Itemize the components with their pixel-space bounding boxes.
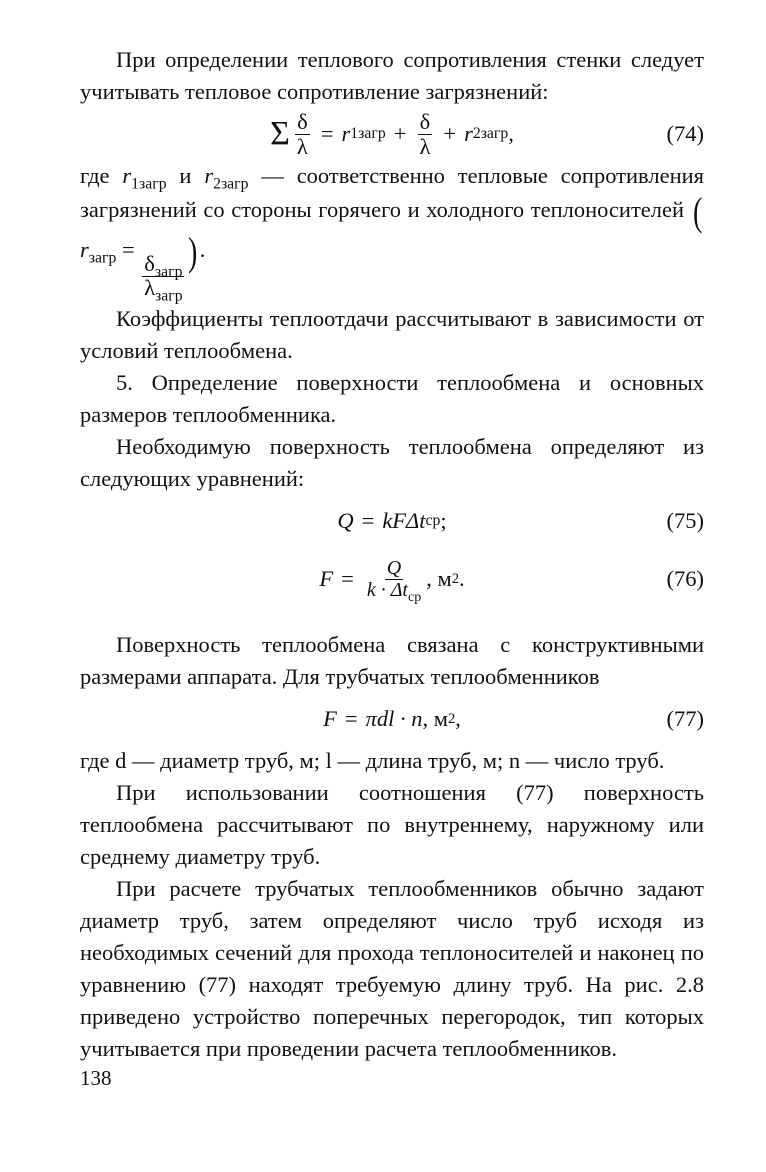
equation-74: Σ $\frac{\delta}{\lambda}$ = r 1загр + $\frac{\delta}{\lambda}$ + r 2загр , (74) xyxy=(270,108,704,159)
paragraph-section-5: 5. Определение поверхности теплообмена и основных размеров теплообменника. xyxy=(80,370,704,428)
paragraph-coefficients: Коэффициенты теплоотдачи рассчитывают в зависимости от условий теплообмена. xyxy=(80,306,704,364)
paragraph-where-r: где $r_{1загр}$ и $r_{2загр}$ — соответственно тепловые сопротивления загрязнений со стороны горячего и холодного теплоносителей ($r_{загр}$ = $\frac{\delta_{загр}}{\lambda_{загр}}$ ). xyxy=(80,163,704,305)
equation-number-75: (75) xyxy=(666,508,704,534)
equation-number-76: (76) xyxy=(666,566,704,592)
equation-number-74: (74) xyxy=(666,121,704,146)
page-number: 138 xyxy=(80,1066,112,1090)
paragraph-calculation: При расчете трубчатых теплообменников обычно задают диаметр труб, затем определяют число труб исходя из необходимых сечений для прохода теплоносителей и наконец по уравнению (77) находят требуемую длину труб. На рис. 2.8 приведено устройство поперечных перегородок, тип которых учитывается при проведении расчета теплообменников. xyxy=(80,876,704,1062)
equation-77: F = πdl · n , м 2 , (77) xyxy=(80,693,704,745)
paragraph-where-d: где d — диаметр труб, м; l — длина труб, м; n — число труб. xyxy=(80,748,665,774)
equation-number-77: (77) xyxy=(666,706,704,732)
inline-fraction: $\frac{\delta_{загр}}{\lambda_{загр}}$ xyxy=(144,251,183,305)
equation-76: F = $\frac{Q}{k \cdot \Delta t_{ср}}$ , м 2 . (76) xyxy=(319,556,704,605)
paragraph-required-surface: Необходимую поверхность теплообмена определяют из следующих уравнений: xyxy=(80,434,704,492)
paragraph-ratio-usage: При использовании соотношения (77) поверхность теплообмена рассчитывают по внутреннему, наружному или среднему диаметру труб. xyxy=(80,780,704,870)
equation-75: Q = kFΔt ср ; (75) xyxy=(80,495,704,547)
paragraph-surface-dimensions: Поверхность теплообмена связана с конструктивными размерами аппарата. Для трубчатых теплообменников xyxy=(80,632,704,690)
paragraph-intro: При определении теплового сопротивления стенки следует учитывать тепловое сопротивление загрязнений: xyxy=(80,47,704,104)
